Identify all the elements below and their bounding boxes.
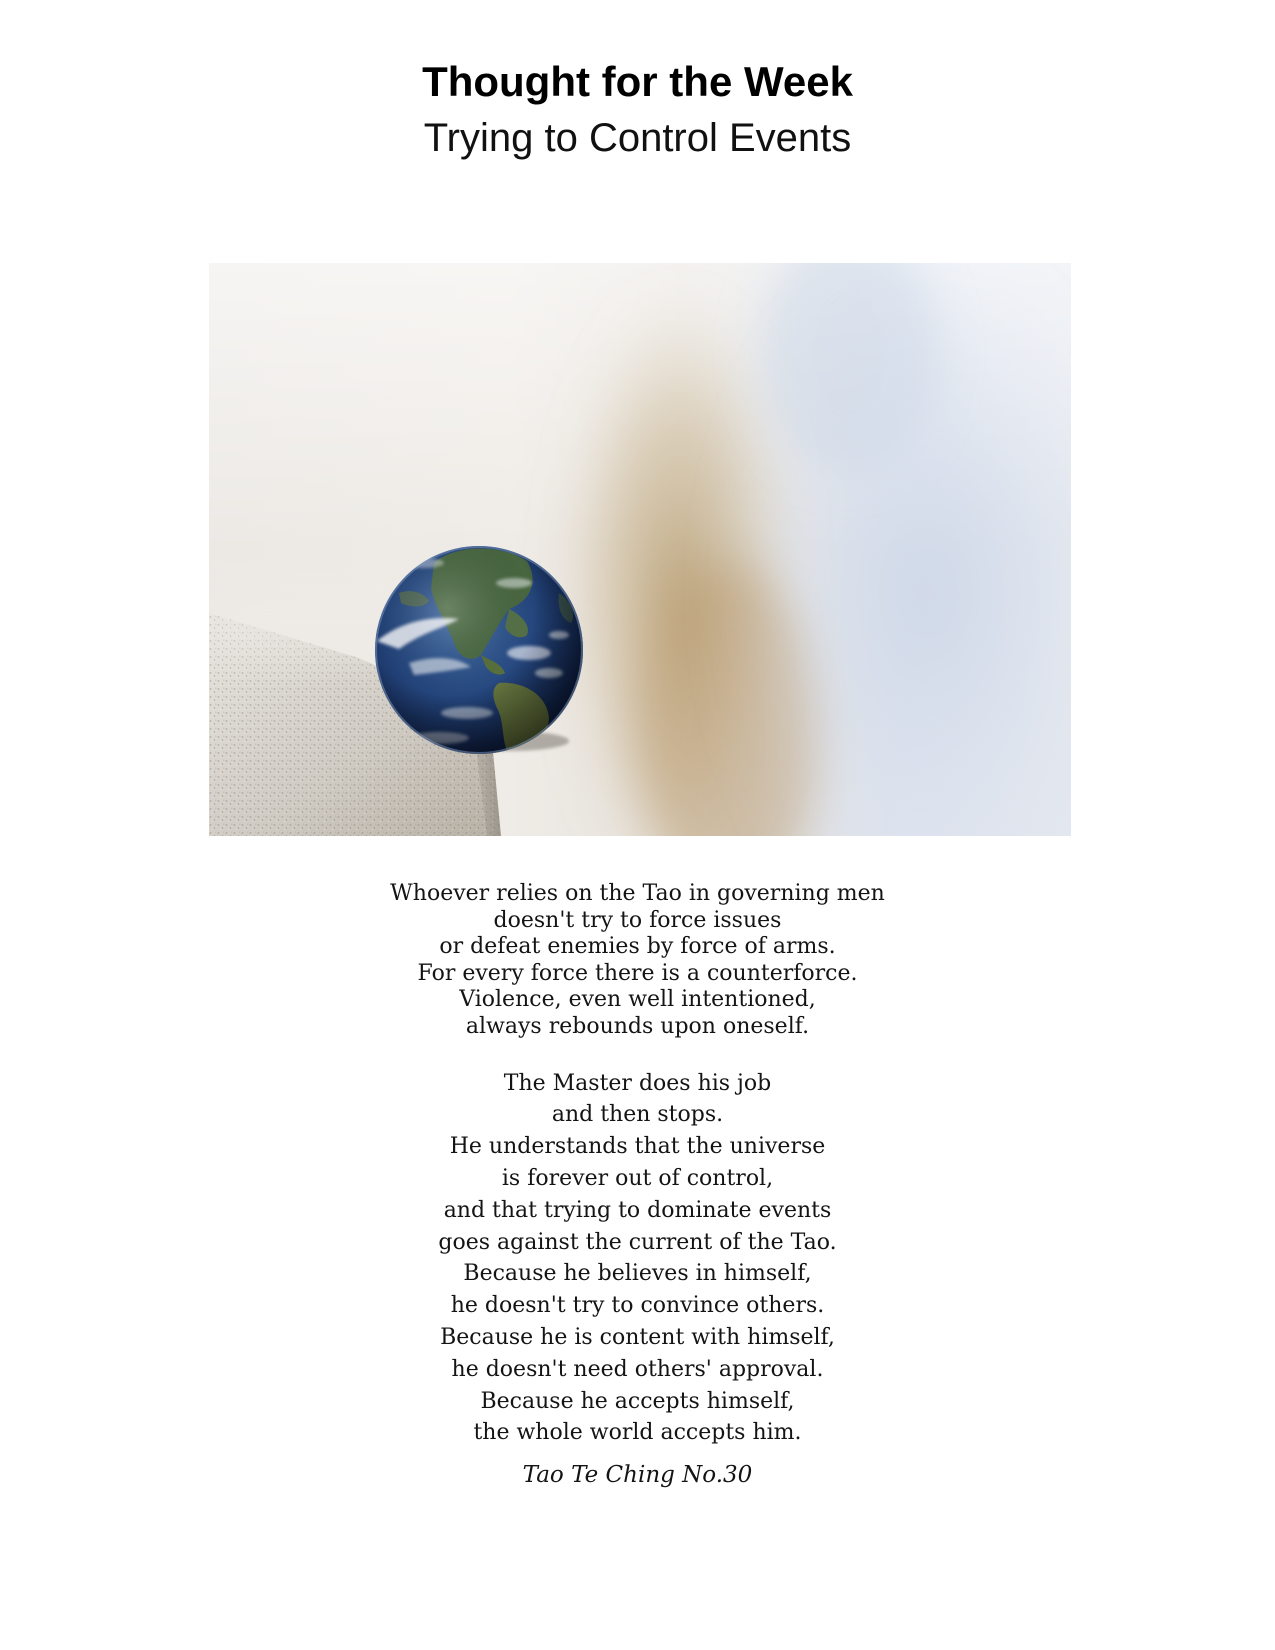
poem-stanza-2 [0,1068,1275,1450]
poem-line: doesn't try to force issues [493,907,782,933]
page-header [0,56,1275,164]
poem-line: or defeat enemies by force of arms. [439,934,836,960]
poem [0,881,1275,1491]
poem-line: Because he accepts himself, [480,1388,795,1414]
poem-line: and then stops. [551,1102,724,1128]
poem-attribution: Tao Te Ching No.30 [522,1462,753,1489]
poem-line: he doesn't try to convince others. [450,1293,825,1319]
poem-line: Because he believes in himself, [463,1261,812,1287]
poem-line: he doesn't need others' approval. [451,1356,824,1382]
poem-line: and that trying to dominate events [443,1197,832,1223]
poem-line: the whole world accepts him. [473,1420,802,1446]
poem-line: Violence, even well intentioned, [459,987,816,1013]
globe-on-ledge-photo [209,263,1071,836]
poem-line: Because he is content with himself, [440,1324,835,1350]
page-subtitle: Trying to Control Events [423,116,852,160]
poem-line: The Master does his job [503,1070,772,1096]
poem-line: For every force there is a counterforce. [417,960,858,986]
poem-line: Whoever relies on the Tao in governing men [390,881,885,906]
poem-stanza-1 [0,881,1275,1041]
poem-line: is forever out of control, [501,1165,774,1191]
poem-line: always rebounds upon oneself. [465,1013,810,1039]
poem-line: goes against the current of the Tao. [438,1229,837,1255]
page-title: Thought for the Week [422,58,853,105]
poem-line: He understands that the universe [449,1134,826,1160]
